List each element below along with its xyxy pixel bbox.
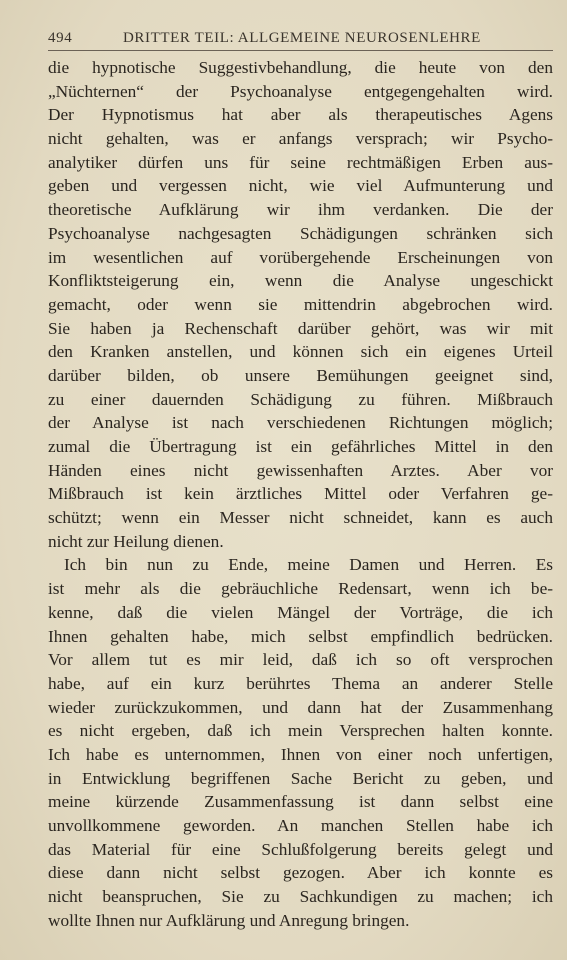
paragraph-end-line: wollte Ihnen nur Aufklärung und Anregung bringen.: [48, 910, 410, 930]
text-line: nicht gehalten, was er anfangs versprach; wir Psycho-: [48, 129, 553, 149]
text-line: analytiker dürfen uns für seine rechtmäßigen Erben aus-: [48, 152, 553, 172]
text-line: „Nüchternen“ der Psychoanalyse entgegengehalten wird.: [48, 81, 553, 101]
text-line: Vor allem tut es mir leid, daß ich so oft versprochen: [48, 650, 553, 670]
text-line: in Entwicklung begriffenen Sache Bericht zu geben, und: [48, 768, 553, 788]
text-line: Sie haben ja Rechenschaft darüber gehört, was wir mit: [48, 318, 553, 338]
text-line: zu einer dauernden Schädigung zu führen. Mißbrauch: [48, 389, 553, 409]
text-line: nicht beanspruchen, Sie zu Sachkundigen zu machen; ich: [48, 887, 553, 907]
text-line: kenne, daß die vielen Mängel der Vorträge, die ich: [48, 602, 553, 622]
text-line: es nicht ergeben, daß ich mein Versprechen halten konnte.: [48, 721, 553, 741]
header-rule: [48, 50, 553, 51]
text-line: diese dann nicht selbst gezogen. Aber ich konnte es: [48, 863, 553, 883]
text-line: Konfliktsteigerung ein, wenn die Analyse ungeschickt: [48, 271, 553, 291]
text-line: ist mehr als die gebräuchliche Redensart, wenn ich be-: [48, 579, 553, 599]
text-line: theoretische Aufklärung wir ihm verdanken. Die der: [48, 200, 553, 220]
text-line: im wesentlichen auf vorübergehende Erscheinungen von: [48, 247, 553, 267]
page-header: [48, 30, 553, 50]
text-line: unvollkommene geworden. An manchen Stellen habe ich: [48, 816, 553, 835]
running-head: DRITTER TEIL: ALLGEMEINE NEUROSENLEHRE: [123, 30, 481, 46]
text-line: meine kürzende Zusammenfassung ist dann selbst eine: [48, 792, 553, 812]
text-line: schützt; wenn ein Messer nicht schneidet, kann es auch: [48, 508, 553, 528]
text-line: Der Hypnotismus hat aber als therapeutisches Agens: [48, 105, 553, 125]
text-line: den Kranken anstellen, und können sich ein eigenes Urteil: [48, 342, 553, 362]
text-line: wieder zurückzukommen, und dann hat der Zusammenhang: [48, 697, 553, 717]
text-line: darüber bilden, ob unsere Bemühungen geeignet sind,: [48, 365, 553, 385]
paragraph-start-line: Ich bin nun zu Ende, meine Damen und Herren. Es: [64, 555, 553, 575]
text-line: der Analyse ist nach verschiedenen Richtungen möglich;: [48, 413, 553, 433]
text-line: habe, auf ein kurz berührtes Thema an anderer Stelle: [48, 673, 553, 693]
text-line: Ich habe es unternommen, Ihnen von einer noch unfertigen,: [48, 744, 553, 764]
body-text: [48, 56, 553, 932]
text-line: Mißbrauch ist kein ärztliches Mittel oder Verfahren ge-: [48, 484, 553, 504]
text-line: Ihnen gehalten habe, mich selbst empfindlich bedrücken.: [48, 626, 553, 646]
text-line: Psychoanalyse nachgesagten Schädigungen schränken sich: [48, 223, 553, 243]
text-line: das Material für eine Schlußfolgerung bereits gelegt und: [48, 839, 553, 859]
paragraph-end-line: nicht zur Heilung dienen.: [48, 531, 224, 551]
text-line: geben und vergessen nicht, wie viel Aufmunterung und: [48, 176, 553, 196]
text-line: Händen eines nicht gewissenhaften Arztes. Aber vor: [48, 460, 553, 480]
text-line: die hypnotische Suggestivbehandlung, die heute von den: [48, 58, 553, 77]
text-line: gemacht, oder wenn sie mittendrin abgebrochen wird.: [48, 294, 553, 314]
text-line: zumal die Übertragung ist ein gefährliches Mittel in den: [48, 437, 553, 456]
page-number: 494: [48, 30, 73, 46]
